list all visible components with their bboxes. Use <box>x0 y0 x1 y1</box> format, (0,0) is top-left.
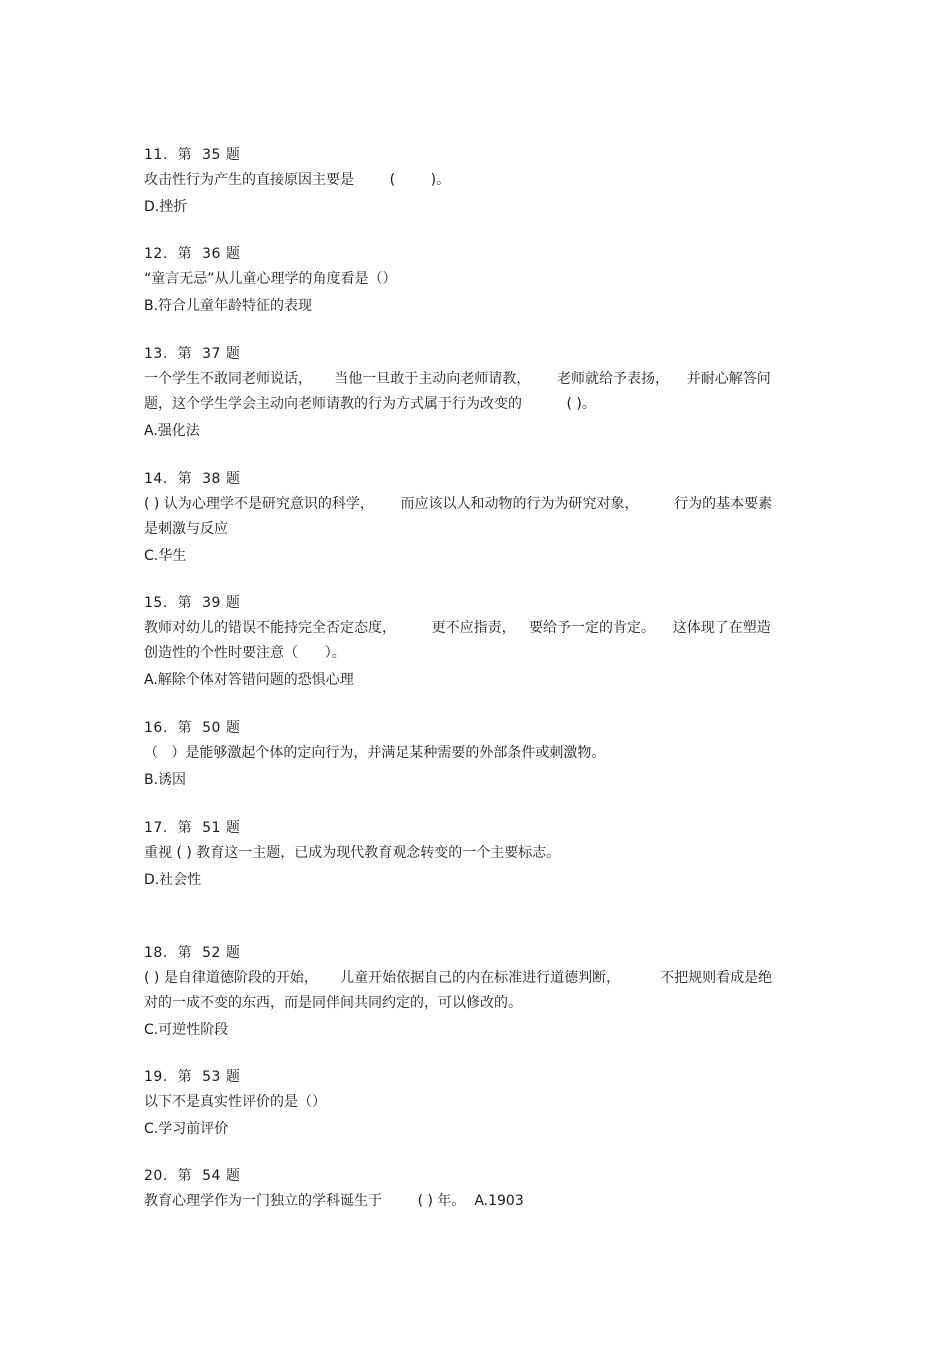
question-block-15 <box>144 591 804 693</box>
question-text: 一个学生不敢同老师说话， 当他一旦敢于主动向老师请教， 老师就给予表扬， 并耐心解答问 <box>144 371 771 387</box>
question-block-18 <box>144 941 804 1043</box>
question-text: 以下不是真实性评价的是（） <box>144 1094 326 1110</box>
answer-text: D.挫折 <box>144 199 188 215</box>
question-text: 题，这个学生学会主动向老师请教的行为方式属于行为改变的 ( )。 <box>144 396 596 412</box>
question-text: ( ) 认为心理学不是研究意识的科学， 而应该以人和动物的行为为研究对象， 行为的基本要素 <box>144 496 773 512</box>
question-text: 创造性的个性时要注意（ ）。 <box>144 645 346 661</box>
question-block-19 <box>144 1065 804 1142</box>
question-text: 教师对幼儿的错误不能持完全否定态度， 更不应指责， 要给予一定的肯定。 这体现了在塑造 <box>144 620 771 636</box>
question-text: “童言无忌”从儿童心理学的角度看是（） <box>144 271 397 287</box>
question-number: 12. 第 36 题 <box>144 246 241 262</box>
question-number: 11. 第 35 题 <box>144 147 241 163</box>
question-text: 是刺激与反应 <box>144 521 228 537</box>
question-text: ( ) 是自律道德阶段的开始， 儿童开始依据自己的内在标准进行道德判断， 不把规则看成是绝 <box>144 970 773 986</box>
question-number: 16. 第 50 题 <box>144 720 241 736</box>
answer-text: C.华生 <box>144 548 187 564</box>
question-block-16 <box>144 716 804 793</box>
question-block-17 <box>144 816 804 893</box>
answer-text: A.解除个体对答错问题的恐惧心理 <box>144 672 354 688</box>
answer-text: C.学习前评价 <box>144 1121 229 1137</box>
answer-text: B.诱因 <box>144 772 187 788</box>
question-number: 17. 第 51 题 <box>144 820 241 836</box>
question-text: 重视 ( ) 教育这一主题，已成为现代教育观念转变的一个主要标志。 <box>144 845 561 861</box>
question-block-13 <box>144 342 804 444</box>
answer-text: C.可逆性阶段 <box>144 1022 229 1038</box>
question-number: 15. 第 39 题 <box>144 595 241 611</box>
question-number: 18. 第 52 题 <box>144 945 241 961</box>
answer-text: B.符合儿童年龄特征的表现 <box>144 298 313 314</box>
question-block-12 <box>144 242 804 319</box>
question-block-20 <box>144 1164 804 1214</box>
question-number: 20. 第 54 题 <box>144 1168 241 1184</box>
question-text: 教育心理学作为一门独立的学科诞生于 ( ) 年。 A.1903 <box>144 1193 524 1209</box>
question-number: 19. 第 53 题 <box>144 1069 241 1085</box>
question-block-14 <box>144 467 804 569</box>
question-number: 14. 第 38 题 <box>144 471 241 487</box>
question-text: 攻击性行为产生的直接原因主要是 ( )。 <box>144 172 451 188</box>
question-block-11 <box>144 143 804 220</box>
question-number: 13. 第 37 题 <box>144 346 241 362</box>
answer-text: D.社会性 <box>144 872 202 888</box>
answer-text: A.强化法 <box>144 423 200 439</box>
question-text: 对的一成不变的东西，而是同伴间共同约定的，可以修改的。 <box>144 995 522 1011</box>
question-text: （ ）是能够激起个体的定向行为，并满足某种需要的外部条件或刺激物。 <box>144 745 606 761</box>
